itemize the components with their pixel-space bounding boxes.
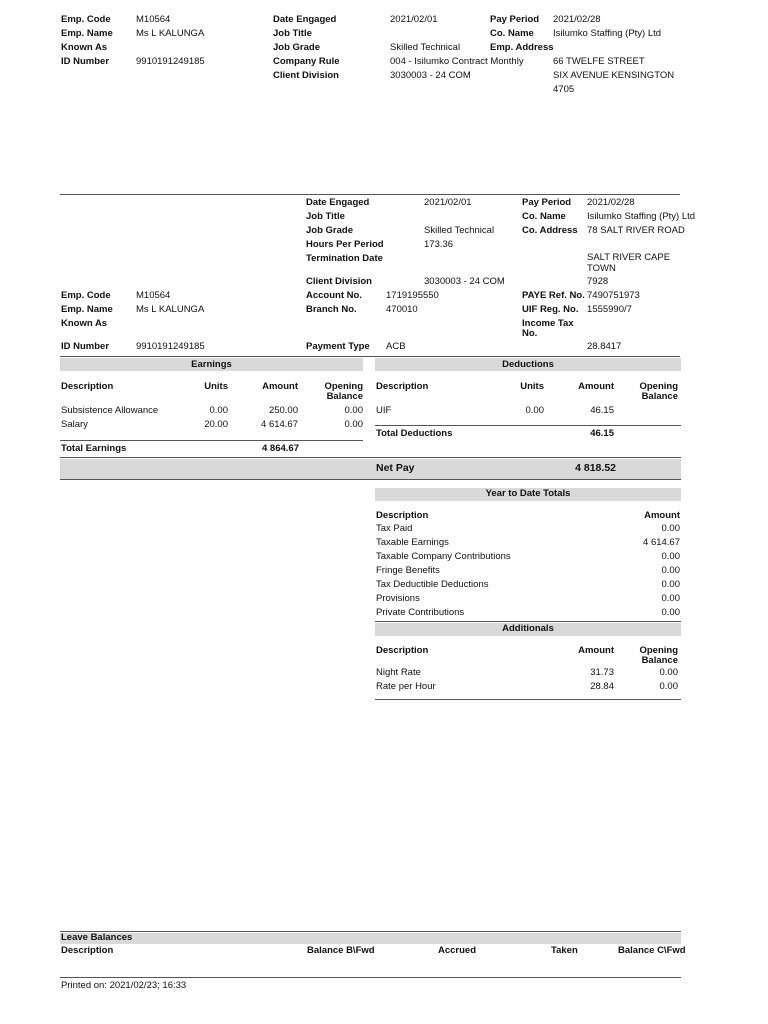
top-co-name: Isilumko Staffing (Pty) Ltd bbox=[553, 28, 662, 39]
leave-title-band bbox=[60, 933, 681, 944]
slip-co-address2: SALT RIVER CAPE bbox=[587, 252, 671, 263]
deductions-col-opening2: Balance bbox=[641, 391, 678, 402]
additionals-title: Additionals bbox=[502, 623, 554, 634]
slip-client-division: 3030003 - 24 COM bbox=[424, 276, 505, 287]
earnings-col-amount: Amount bbox=[262, 381, 298, 392]
earnings-row-opening: 0.00 bbox=[344, 405, 363, 416]
top-address-line3: 4705 bbox=[553, 84, 575, 95]
top-pay-period: 2021/02/28 bbox=[553, 14, 601, 25]
slip-co-address4: 7928 bbox=[587, 276, 609, 287]
slip-rate-value: 28.8417 bbox=[587, 341, 622, 352]
net-pay-label: Net Pay bbox=[376, 462, 415, 474]
slip-co-address3: TOWN bbox=[587, 263, 616, 274]
slip-emp-name-label: Emp. Name bbox=[61, 304, 113, 315]
top-date-engaged-label: Date Engaged bbox=[273, 14, 337, 25]
top-company-rule-label: Company Rule bbox=[273, 56, 340, 67]
additionals-row-opening: 0.00 bbox=[659, 667, 678, 678]
leave-col-cfwd: Balance C\Fwd bbox=[618, 945, 686, 956]
top-id-number: 9910191249185 bbox=[136, 56, 205, 67]
top-job-grade-label: Job Grade bbox=[273, 42, 320, 53]
slip-pay-period-label: Pay Period bbox=[522, 197, 572, 208]
earnings-top-rule bbox=[60, 356, 680, 357]
slip-known-as-label: Known As bbox=[61, 318, 108, 329]
top-emp-code: M10564 bbox=[136, 14, 171, 25]
slip-date-engaged: 2021/02/01 bbox=[424, 197, 472, 208]
earnings-col-description: Description bbox=[61, 381, 114, 392]
slip-emp-name: Ms L KALUNGA bbox=[136, 304, 205, 315]
earnings-total: 4 864.67 bbox=[262, 443, 299, 454]
top-emp-address-label: Emp. Address bbox=[490, 42, 554, 53]
top-emp-name: Ms L KALUNGA bbox=[136, 28, 205, 39]
leave-col-bfwd: Balance B\Fwd bbox=[307, 945, 375, 956]
earnings-row-description: Salary bbox=[61, 419, 88, 430]
top-date-engaged: 2021/02/01 bbox=[390, 14, 438, 25]
deductions-total-rule bbox=[375, 425, 681, 426]
earnings-total-rule bbox=[60, 440, 363, 441]
slip-pay-period: 2021/02/28 bbox=[587, 197, 635, 208]
ytd-col-description: Description bbox=[376, 510, 429, 521]
ytd-row-amount: 4 614.67 bbox=[643, 537, 680, 548]
additionals-bottom-rule bbox=[375, 699, 681, 700]
top-id-number-label: ID Number bbox=[61, 56, 110, 67]
leave-title: Leave Balances bbox=[61, 932, 133, 943]
slip-job-grade: Skilled Technical bbox=[424, 225, 495, 236]
slip-client-division-label: Client Division bbox=[306, 276, 372, 287]
net-pay-bottom-rule bbox=[60, 479, 681, 480]
top-address-line2: SIX AVENUE KENSINGTON bbox=[553, 70, 675, 81]
additionals-col-amount: Amount bbox=[578, 645, 614, 656]
ytd-row-description: Taxable Earnings bbox=[376, 537, 449, 548]
ytd-row-description: Taxable Company Contributions bbox=[376, 551, 511, 562]
ytd-row-description: Tax Paid bbox=[376, 523, 413, 534]
additionals-row-amount: 28.84 bbox=[590, 681, 614, 692]
earnings-row-opening: 0.00 bbox=[344, 419, 363, 430]
slip-branch: 470010 bbox=[386, 304, 418, 315]
slip-co-name-label: Co. Name bbox=[522, 211, 566, 222]
top-emp-code-label: Emp. Code bbox=[61, 14, 111, 25]
deductions-total-label: Total Deductions bbox=[376, 428, 453, 439]
net-pay-value: 4 818.52 bbox=[575, 462, 616, 474]
deductions-title: Deductions bbox=[502, 359, 554, 370]
deductions-col-units: Units bbox=[520, 381, 544, 392]
slip-id-number: 9910191249185 bbox=[136, 341, 205, 352]
slip-income-tax-label2: No. bbox=[522, 328, 538, 339]
slip-account-label: Account No. bbox=[306, 290, 362, 301]
slip-top-rule bbox=[60, 194, 680, 195]
ytd-row-amount: 0.00 bbox=[661, 579, 680, 590]
slip-uif: 1555990/7 bbox=[587, 304, 632, 315]
top-address-line1: 66 TWELFE STREET bbox=[553, 56, 645, 67]
ytd-row-amount: 0.00 bbox=[661, 607, 680, 618]
additionals-col-opening2: Balance bbox=[641, 655, 678, 666]
ytd-row-description: Provisions bbox=[376, 593, 420, 604]
slip-job-title-label: Job Title bbox=[306, 211, 345, 222]
ytd-title: Year to Date Totals bbox=[485, 488, 571, 499]
ytd-row-description: Tax Deductible Deductions bbox=[376, 579, 489, 590]
earnings-col-opening1: Opening bbox=[324, 381, 363, 392]
earnings-row-units: 0.00 bbox=[209, 405, 228, 416]
slip-payment-type-label: Payment Type bbox=[306, 341, 370, 352]
ytd-col-amount: Amount bbox=[644, 510, 680, 521]
deductions-col-amount: Amount bbox=[578, 381, 614, 392]
slip-paye: 7490751973 bbox=[587, 290, 640, 301]
ytd-row-amount: 0.00 bbox=[661, 565, 680, 576]
ytd-row-amount: 0.00 bbox=[661, 523, 680, 534]
slip-id-number-label: ID Number bbox=[61, 341, 110, 352]
additionals-row-description: Rate per Hour bbox=[376, 681, 436, 692]
slip-emp-code-label: Emp. Code bbox=[61, 290, 111, 301]
deductions-row-amount: 46.15 bbox=[590, 405, 614, 416]
top-client-division: 3030003 - 24 COM bbox=[390, 70, 471, 81]
top-job-grade: Skilled Technical bbox=[390, 42, 461, 53]
earnings-total-label: Total Earnings bbox=[61, 443, 127, 454]
slip-uif-label: UIF Reg. No. bbox=[522, 304, 579, 315]
deductions-row-description: UIF bbox=[376, 405, 392, 416]
slip-date-engaged-label: Date Engaged bbox=[306, 197, 370, 208]
ytd-row-amount: 0.00 bbox=[661, 551, 680, 562]
deductions-col-description: Description bbox=[376, 381, 429, 392]
top-company-rule: 004 - Isilumko Contract Monthly bbox=[390, 56, 524, 67]
earnings-col-units: Units bbox=[204, 381, 228, 392]
slip-termination-label: Termination Date bbox=[306, 253, 383, 264]
deductions-col-opening1: Opening bbox=[639, 381, 678, 392]
earnings-col-opening2: Balance bbox=[326, 391, 363, 402]
additionals-row-amount: 31.73 bbox=[590, 667, 614, 678]
additionals-col-opening1: Opening bbox=[639, 645, 678, 656]
earnings-row-units: 20.00 bbox=[204, 419, 228, 430]
leave-top-rule bbox=[60, 931, 681, 932]
earnings-title: Earnings bbox=[191, 359, 232, 370]
slip-hours-label: Hours Per Period bbox=[306, 239, 384, 250]
slip-co-address-label: Co. Address bbox=[522, 225, 578, 236]
slip-income-tax-label1: Income Tax bbox=[522, 318, 574, 329]
ytd-row-description: Fringe Benefits bbox=[376, 565, 440, 576]
slip-co-address1: 78 SALT RIVER ROAD bbox=[587, 225, 685, 236]
ytd-row-amount: 0.00 bbox=[661, 593, 680, 604]
leave-col-accrued: Accrued bbox=[438, 945, 477, 956]
slip-branch-label: Branch No. bbox=[306, 304, 357, 315]
slip-co-name: Isilumko Staffing (Pty) Ltd bbox=[587, 211, 696, 222]
leave-col-description: Description bbox=[61, 945, 114, 956]
slip-paye-label: PAYE Ref. No. bbox=[522, 290, 585, 301]
slip-job-grade-label: Job Grade bbox=[306, 225, 353, 236]
top-emp-name-label: Emp. Name bbox=[61, 28, 113, 39]
top-job-title-label: Job Title bbox=[273, 28, 312, 39]
top-co-name-label: Co. Name bbox=[490, 28, 534, 39]
additionals-row-opening: 0.00 bbox=[659, 681, 678, 692]
deductions-total: 46.15 bbox=[590, 428, 614, 439]
top-pay-period-label: Pay Period bbox=[490, 14, 540, 25]
slip-account: 1719195550 bbox=[386, 290, 439, 301]
deductions-row-units: 0.00 bbox=[525, 405, 544, 416]
slip-payment-type: ACB bbox=[386, 341, 406, 352]
additionals-top-rule bbox=[375, 621, 681, 622]
net-pay-top-rule bbox=[60, 457, 681, 458]
earnings-row-amount: 4 614.67 bbox=[261, 419, 298, 430]
earnings-row-description: Subsistence Allowance bbox=[61, 405, 159, 416]
ytd-row-description: Private Contributions bbox=[376, 607, 465, 618]
top-known-as-label: Known As bbox=[61, 42, 108, 53]
additionals-row-description: Night Rate bbox=[376, 667, 421, 678]
earnings-row-amount: 250.00 bbox=[268, 405, 298, 416]
printed-on: Printed on: 2021/02/23; 16:33 bbox=[61, 980, 187, 991]
slip-hours: 173.36 bbox=[424, 239, 454, 250]
slip-emp-code: M10564 bbox=[136, 290, 171, 301]
leave-col-taken: Taken bbox=[551, 945, 578, 956]
top-client-division-label: Client Division bbox=[273, 70, 339, 81]
additionals-col-description: Description bbox=[376, 645, 429, 656]
footer-rule bbox=[60, 977, 681, 978]
